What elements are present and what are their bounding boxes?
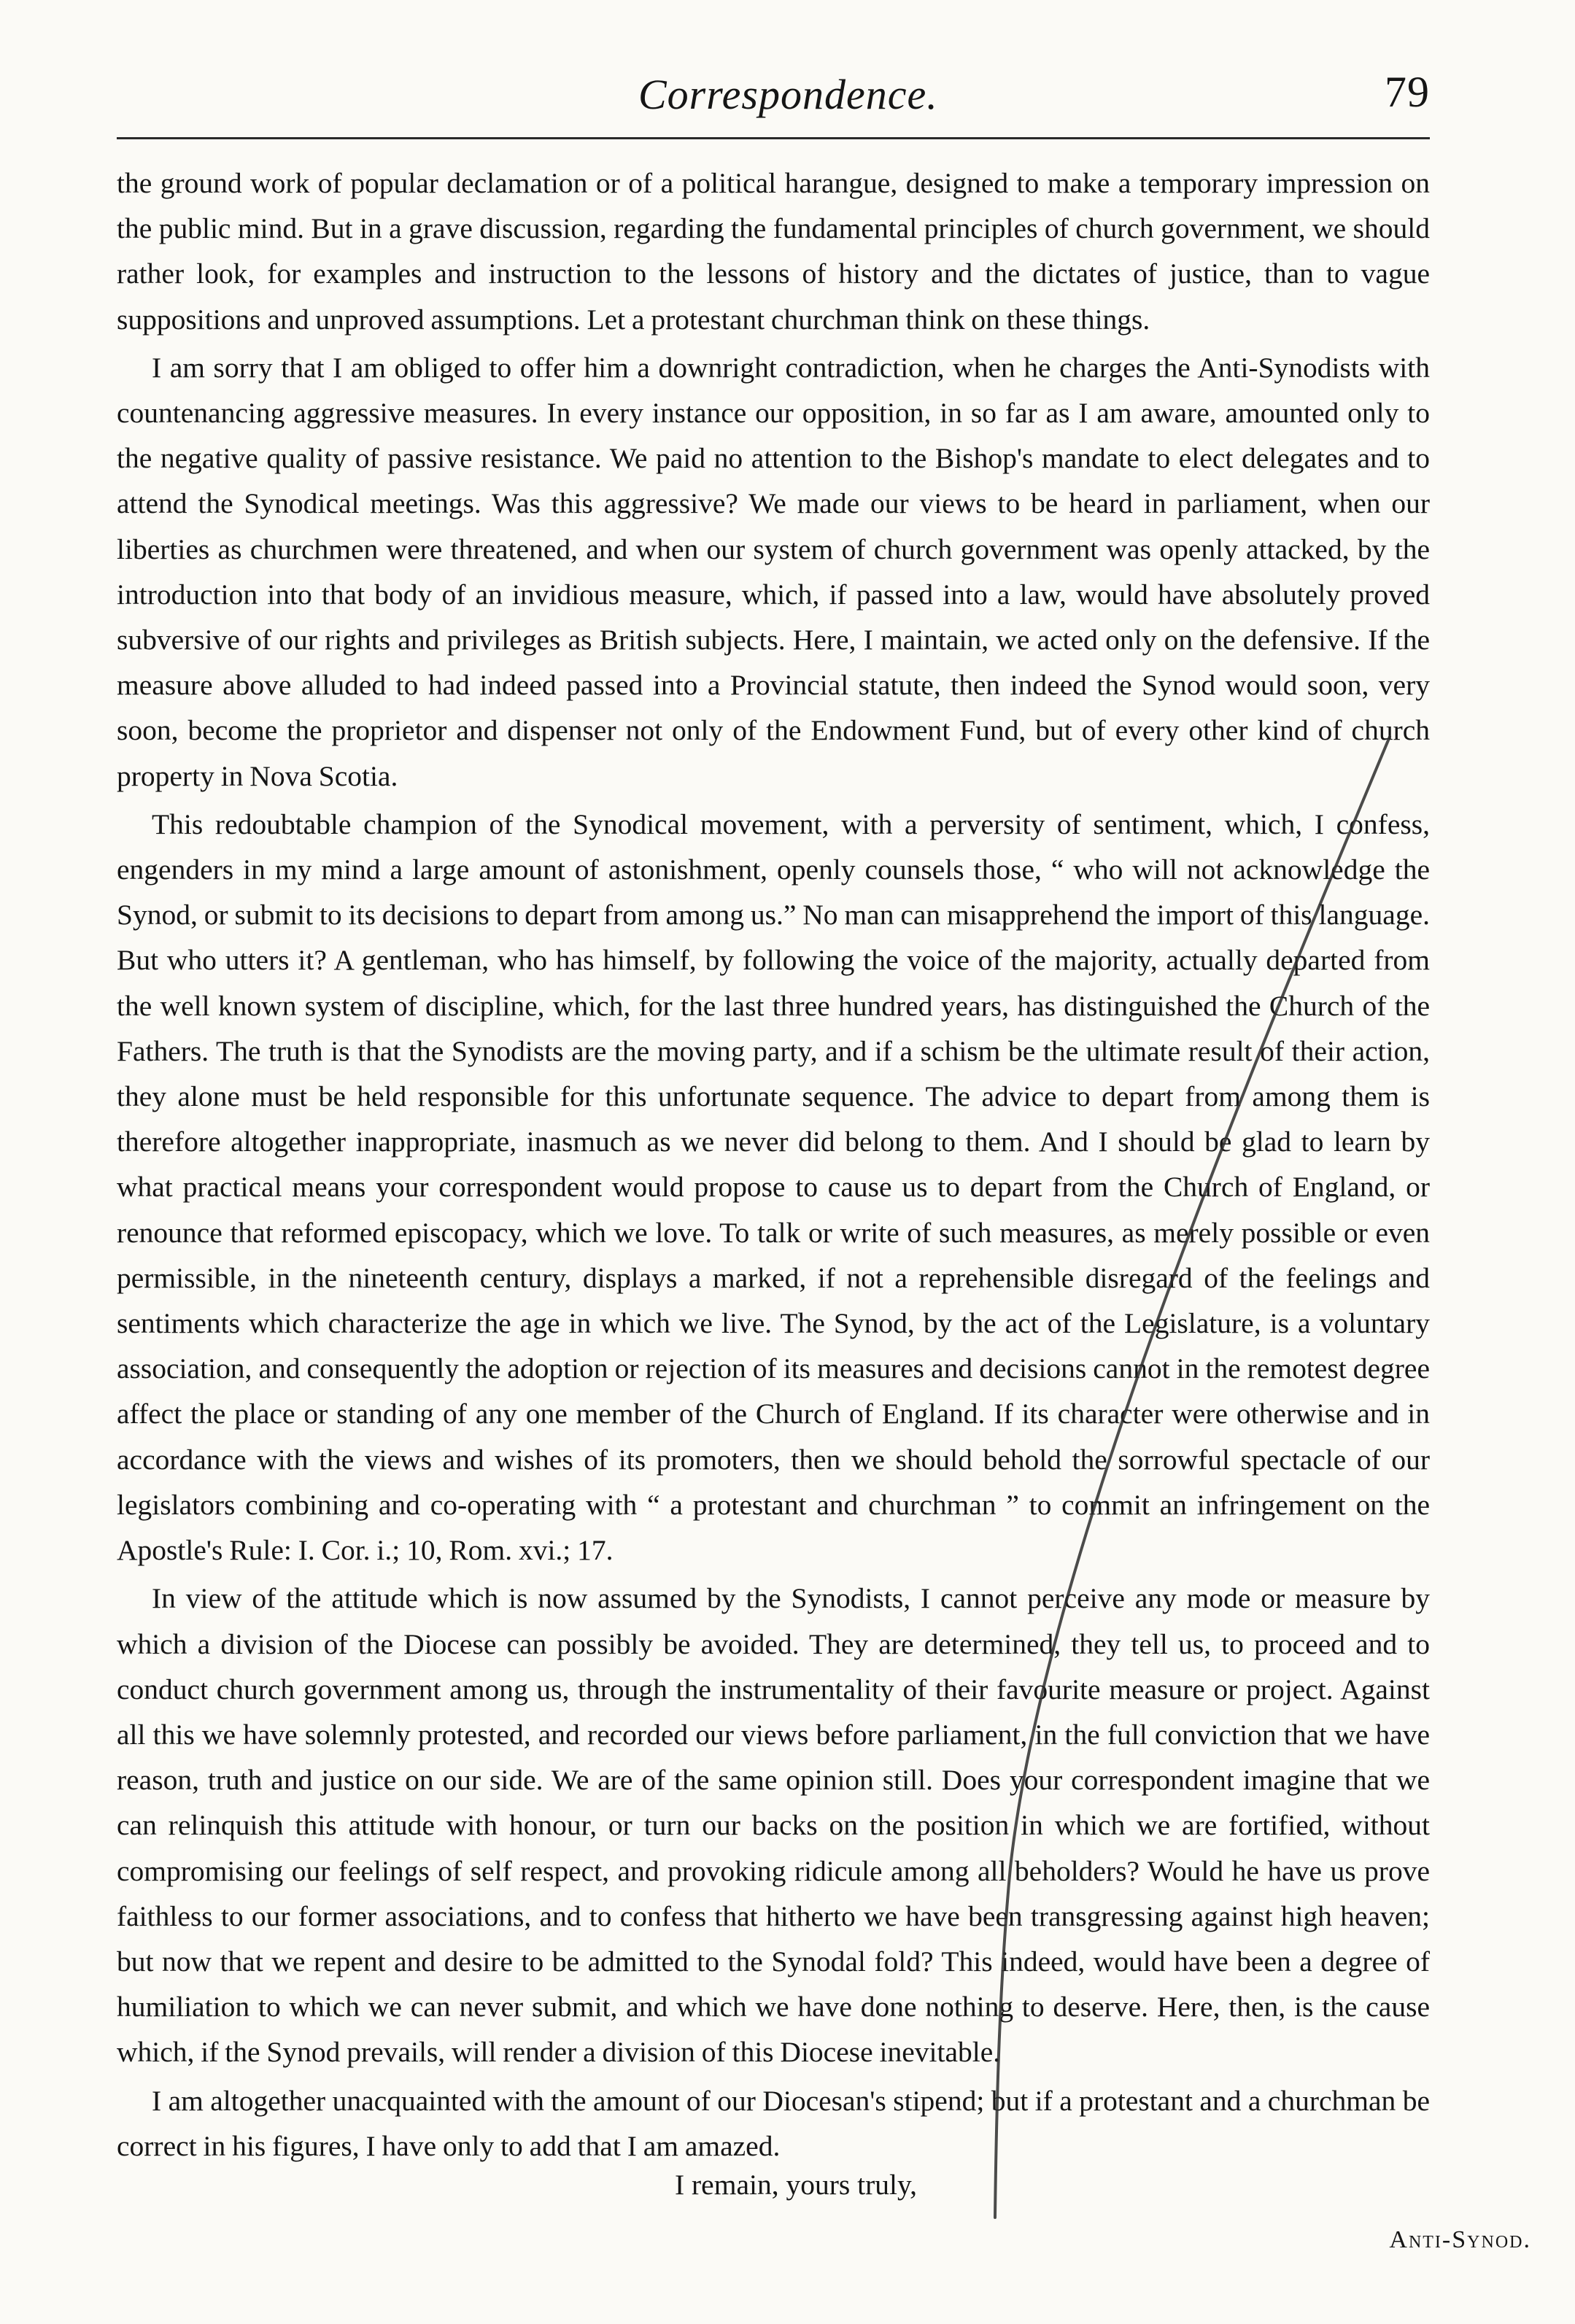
header-rule <box>117 137 1430 139</box>
closing-line <box>117 2168 1430 2219</box>
closing-text: I remain, yours truly, <box>675 2169 918 2201</box>
paragraph-champion: This redoubtable champion of the Synodical movement, with a perversity of sentiment, which, I confess, engenders in my mind a large amount of astonishment, openly counsels those, “ who will not acknowledge the Synod, or submit to its decisions to depart from among us.” No man can misapprehend the import of this language. But who utters it? A gentleman, who has himself, by following the voice of the majority, actually departed from the well known system of discipline, which, for the last three hundred years, has distinguished the Church of the Fathers. The truth is that the Synodists are the moving party, and if a schism be the ultimate result of their action, they alone must be held responsible for this unfortunate sequence. The advice to depart from among them is therefore altogether inappropriate, inasmuch as we never did belong to them. And I should be glad to learn by what practical means your correspondent would propose to cause us to depart from the Church of England, or renounce that reformed episcopacy, which we love. To talk or write of such measures, as merely possible or even permissible, in the nineteenth century, displays a marked, if not a reprehensible disregard of the feelings and sentiments which characterize the age in which we live. The Synod, by the act of the Legislature, is a voluntary association, and consequently the adoption or rejection of its measures and decisions cannot in the remotest degree affect the place or standing of any one member of the Church of England. If its character were otherwise and in accordance with the views and wishes of its promoters, then we should behold the sorrowful spectacle of our legislators combining and co-operating with “ a protestant and churchman ” to commit an infringement on the Apostle's Rule: I. Cor. i.; 10, Rom. xvi.; 17. <box>117 807 1430 1567</box>
paragraph-division: In view of the attitude which is now assumed by the Synodists, I cannot perceive any mode or measure by which a division of the Diocese can possibly be avoided. They are determined, they tell us, to proceed and to conduct church government among us, through the instrumentality of their favourite measure or project. Against all this we have solemnly protested, and recorded our views before parliament, in the full conviction that we have reason, truth and justice on our side. We are of the same opinion still. Does your correspondent imagine that we can relinquish this attitude with honour, or turn our backs on the position in which we are fortified, without compromising our feelings of self respect, and provoking ridicule among all beholders? Would he have us prove faithless to our former associations, and to confess that hitherto we have been transgressing against high heaven; but now that we repent and desire to be admitted to the Synodal fold? This indeed, would have been a degree of humiliation to which we can never submit, and which we have done nothing to deserve. Here, then, is the cause which, if the Synod prevails, will render a division of this Diocese inevitable. <box>117 1582 1430 2069</box>
running-title: Correspondence. <box>638 71 938 118</box>
paragraph-contradiction: I am sorry that I am obliged to offer him a downright contradiction, when he charges the Anti-Synodists with countenancing aggressive measures. In every instance our opposition, in so far as I am aware, amounted only to the negative quality of passive resistance. We paid no attention to the Bishop's mandate to elect delegates and to attend the Synodical meetings. Was this aggressive? We made our views to be heard in parliament, when our liberties as churchmen were threatened, and when our system of church government was openly attacked, by the introduction into that body of an invidious measure, which, if passed into a law, would have absolutely proved subversive of our rights and privileges as British subjects. Here, I maintain, we acted only on the defensive. If the measure above alluded to had indeed passed into a Provincial statute, then indeed the Synod would soon, very soon, become the proprietor and dispenser not only of the Endowment Fund, but of every other kind of church property in Nova Scotia. <box>117 351 1430 792</box>
article-body <box>117 160 1430 2172</box>
signature: Anti-Synod. <box>1389 2226 1531 2253</box>
page-number: 79 <box>1385 68 1430 116</box>
running-head <box>117 70 1430 136</box>
paragraph-continuation: the ground work of popular declamation or of a political harangue, designed to make a temporary impression on the public mind. But in a grave discussion, regarding the fundamental principles of church government, we should rather look, for examples and instruction to the lessons of history and the dictates of justice, than to vague suppositions and unproved assumptions. Let a protestant churchman think on these things. <box>117 167 1430 336</box>
paragraph-stipend: I am altogether unacquainted with the amount of our Diocesan's stipend; but if a protestant and a churchman be correct in his figures, I have only to add that I am amazed. <box>117 2084 1430 2162</box>
